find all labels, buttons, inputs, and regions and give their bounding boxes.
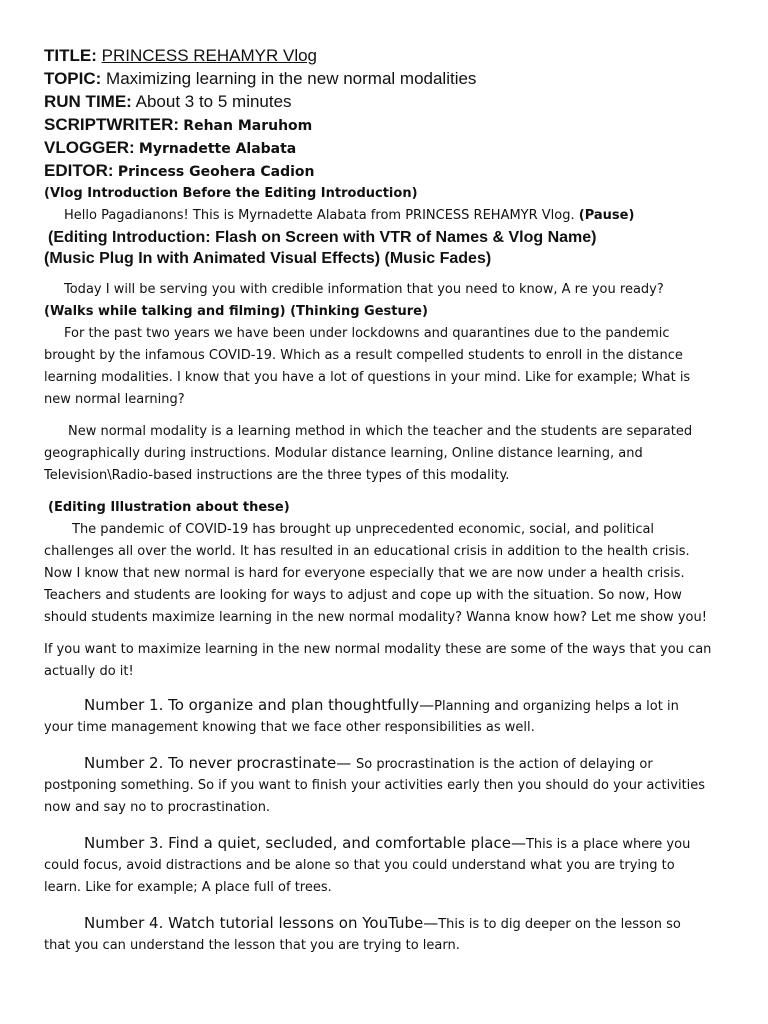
scriptwriter-label: SCRIPTWRITER: — [44, 115, 180, 134]
illustration-note: (Editing Illustration about these) — [48, 500, 290, 515]
vlogger-line — [44, 138, 296, 158]
number-1-text: Planning and organizing helps a lot in — [434, 699, 679, 714]
greeting-line — [64, 208, 634, 223]
p3-line: should students maximize learning in the new normal modality? Wanna know how? Let me show you! — [44, 610, 707, 625]
p3-line: Now I know that new normal is hard for everyone especially that we are now under a health crisis. — [44, 566, 685, 581]
editing-intro-note: (Editing Introduction: Flash on Screen with VTR of Names & Vlog Name) — [48, 229, 597, 246]
number-4-heading — [84, 914, 681, 932]
p2-line: geographically during instructions. Modular distance learning, Online distance learning, and — [44, 446, 643, 461]
p4-line: If you want to maximize learning in the new normal modality these are some of the ways that you can — [44, 642, 712, 657]
number-3-line: could focus, avoid distractions and be alone so that you could understand what you are trying to — [44, 858, 675, 873]
title-line — [44, 46, 317, 66]
editor-value: Princess Geohera Cadion — [117, 164, 315, 180]
number-4-line: that you can understand the lesson that you are trying to learn. — [44, 938, 460, 953]
number-2-title: Number 2. To never procrastinate— — [84, 754, 357, 772]
p2-line: New normal modality is a learning method in which the teacher and the students are separated — [68, 424, 693, 439]
editor-label: EDITOR: — [44, 161, 114, 180]
vlogger-value: Myrnadette Alabata — [138, 141, 297, 157]
number-2-text: So procrastination is the action of delaying or — [356, 757, 653, 772]
intro-note: (Vlog Introduction Before the Editing Introduction) — [44, 186, 418, 201]
p1-line: brought by the infamous COVID-19. Which as a result compelled students to enroll in the distance — [44, 348, 683, 363]
greeting-text: Hello Pagadianons! This is Myrnadette Alabata from PRINCESS REHAMYR Vlog. — [64, 208, 575, 223]
vlogger-label: VLOGGER: — [44, 138, 135, 157]
title-label: TITLE: — [44, 46, 97, 65]
number-2-line: now and say no to procrastination. — [44, 800, 271, 815]
editor-line — [44, 161, 315, 181]
number-4-text: This is to dig deeper on the lesson so — [438, 917, 681, 932]
p3-line: The pandemic of COVID-19 has brought up unprecedented economic, social, and political — [72, 522, 655, 537]
title-value: PRINCESS REHAMYR Vlog — [101, 46, 318, 65]
topic-value: Maximizing learning in the new normal modalities — [106, 69, 477, 88]
p3-line: Teachers and students are looking for ways to adjust and cope up with the situation. So now, How — [44, 588, 682, 603]
music-plug-note: (Music Plug In with Animated Visual Effects) (Music Fades) — [44, 250, 492, 267]
number-2-line: postponing something. So if you want to finish your activities early then you should do your activities — [44, 778, 706, 793]
runtime-line — [44, 92, 292, 112]
p3-line: challenges all over the world. It has resulted in an educational crisis in addition to the health crisis. — [44, 544, 690, 559]
p2-line: Television\Radio-based instructions are the three types of this modality. — [44, 468, 510, 483]
number-1-line: your time management knowing that we face other responsibilities as well. — [44, 720, 535, 735]
topic-label: TOPIC: — [44, 69, 102, 88]
p4-line: actually do it! — [44, 664, 134, 679]
pause-note: (Pause) — [578, 208, 635, 223]
number-1-heading — [84, 696, 679, 714]
number-2-heading — [84, 754, 653, 772]
number-3-heading — [84, 834, 690, 852]
number-4-title: Number 4. Watch tutorial lessons on YouTube— — [84, 914, 439, 932]
runtime-value: About 3 to 5 minutes — [135, 92, 292, 111]
number-3-line: learn. Like for example; A place full of trees. — [44, 880, 332, 895]
number-3-text: This is a place where you — [525, 837, 691, 852]
number-1-title: Number 1. To organize and plan thoughtfully— — [84, 696, 435, 714]
walks-note: (Walks while talking and filming) (Thinking Gesture) — [44, 304, 428, 319]
scriptwriter-value: Rehan Maruhom — [183, 118, 313, 134]
today-line: Today I will be serving you with credible information that you need to know, A re you ready? — [64, 282, 664, 297]
scriptwriter-line — [44, 115, 312, 135]
topic-line — [44, 69, 476, 89]
p1-line: new normal learning? — [44, 392, 185, 407]
p1-line: For the past two years we have been under lockdowns and quarantines due to the pandemic — [64, 326, 670, 341]
runtime-label: RUN TIME: — [44, 92, 132, 111]
p1-line: learning modalities. I know that you have a lot of questions in your mind. Like for example; What is — [44, 370, 691, 385]
number-3-title: Number 3. Find a quiet, secluded, and comfortable place— — [84, 834, 526, 852]
